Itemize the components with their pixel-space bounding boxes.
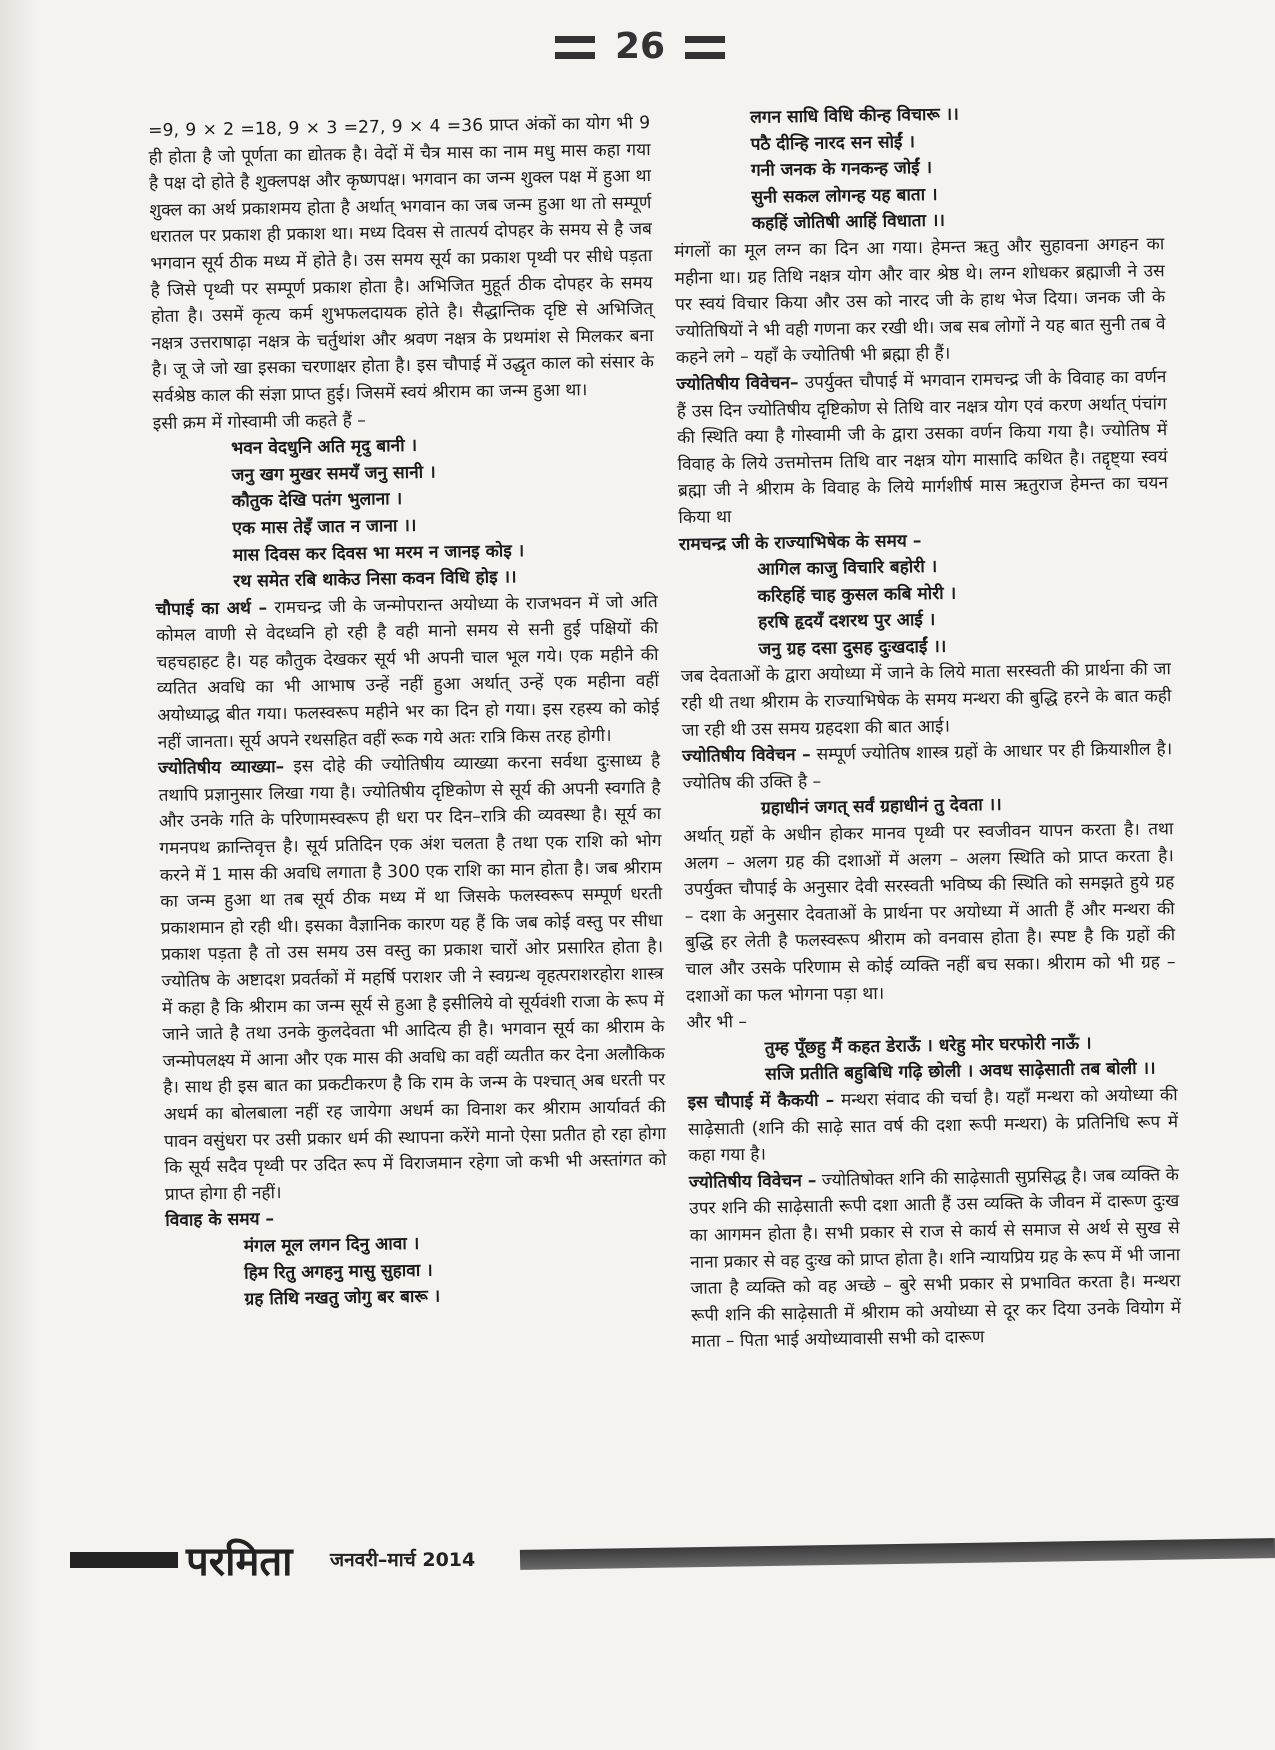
- paragraph-text: मंगलों का मूल लग्न का दिन आ गया। हेमन्त ऋतु और सुहावना अगहन का महीना था। ग्रह तिथि नक्षत्र योग और वार श्रेष्ठ थे। लग्न शोधकर ब्रह्माजी ने उस पर स्वयं विचार किया और उस को नारद जी के हाथ भेज दिया। जनक जी के ज्योतिषियों ने भी वही गणना कर रखी थी। जब सब लोगों ने यह बात सुनी तब वे कहने लगे – यहाँ के ज्योतिषी भी ब्रह्मा ही हैं।: [674, 234, 1166, 369]
- paragraph: [148, 110, 655, 410]
- header-ornament-right: [685, 36, 725, 43]
- paragraph: [158, 748, 667, 1208]
- paragraph-text: और भी –: [686, 1012, 748, 1034]
- paragraph: [676, 364, 1168, 531]
- verse-line: कहहिं जोतिषी आहिं विधाता ।।: [751, 211, 946, 235]
- section-heading: विवाह के समय –: [165, 1209, 275, 1232]
- verse-line: ग्रहाधीनं जगत् सर्वं ग्रहाधीनं तु देवता ।।: [760, 795, 1002, 820]
- paragraph-label: इस चौपाई में कैकयी –: [687, 1090, 835, 1113]
- verse-line: मास दिवस कर दिवस भा मरम न जानइ कोइ ।: [232, 540, 525, 566]
- paragraph-label: ज्योतिषीय व्याख्या–: [158, 757, 285, 780]
- paragraph-text: मन्थरा संवाद की चर्चा है। यहाँ मन्थरा को अयोध्या की साढ़ेसाती (शनि की साढ़े सात वर्ष की दशा रूपी मन्थरा) के प्रतिनिधि रूप में कहा गया है।: [687, 1085, 1179, 1167]
- verse-line: मंगल मूल लगन दिनु आवा ।: [243, 1233, 420, 1257]
- paragraph-text: इसी क्रम में गोस्वामी जी कहते हैं –: [152, 410, 367, 434]
- page-binding-shadow: [0, 0, 38, 1750]
- verse-line: हरषि हृदयँ दशरथ पुर आई ।: [757, 610, 936, 633]
- paragraph: [682, 736, 1173, 797]
- verse-line: जनु खग मुखर समयँ जनु सानी ।: [231, 462, 436, 486]
- paragraph-text: रामचन्द्र जी के जन्मोपरान्त अयोध्या के राजभवन में जो अति कोमल वाणी से वेदध्वनि हो रही है वही मानो समय से सनी हुई पक्षियों की चहचहाहट है। यह कौतुक देखकर सूर्य भी अपनी चाल भूल गये। एक महीने की व्यतित अवधि का भी आभाष उन्हें नहीं हुआ अर्थात् उन्हें एक महीना वहीं अयोध्याद्ध बीत गया। फलस्वरूप महीने भर का दिन हो गया। इस रहस्य को कोई नहीं जानता। सूर्य अपने रथसहित वहीं रूक गये अतः रात्रि किस तरह होगी।: [155, 591, 660, 753]
- paragraph: [687, 1082, 1178, 1169]
- verse-line: कौतुक देखि पतंग भुलाना ।: [231, 489, 403, 513]
- paragraph-label: ज्योतिषीय विवेचन–: [676, 372, 799, 395]
- footer-bar-left: [70, 1552, 178, 1568]
- verse-line: लगन साधि विधि कीन्ह विचारू ।।: [750, 104, 959, 128]
- verse-line: करिहहिं चाह कुसल कबि मोरी ।: [757, 583, 957, 607]
- header-ornament-left: [555, 36, 595, 43]
- paragraph-label: ज्योतिषीय विवेचन –: [688, 1170, 817, 1193]
- header-ornament-right: [685, 52, 725, 59]
- verse-line: हिम रितु अगहनु मासु सुहावा ।: [243, 1260, 433, 1284]
- paragraph-label: चौपाई का अर्थ –: [155, 597, 268, 620]
- paragraph-text: ज्योतिषोक्त शनि की साढ़ेसाती सुप्रसिद्ध है। जब व्यक्ति के उपर शनि की साढ़ेसाती रूपी दशा आती हैं उस व्यक्ति के जीवन में दारूण दुःख का आगमन होता है। सभी प्रकार से राज से कार्य से समाज से अर्थ से सुख से नाना प्रकार से वह दुःख को प्राप्त होता है। शनि न्यायप्रिय ग्रह के रूप में भी जाना जाता है व्यक्ति को वह अच्छे – बुरे सभी प्रकार से प्रभावित करता है। मन्थरा रूपी शनि की साढ़ेसाती में श्रीराम को अयोध्या से दूर कर दिया उनके वियोग में माता – पिता भाई अयोध्यावासी सभी को दारूण: [689, 1164, 1182, 1353]
- paragraph: [674, 231, 1166, 372]
- issue-date: जनवरी–मार्च 2014: [330, 1549, 476, 1571]
- paragraph: [683, 816, 1176, 1010]
- paragraph-text: सम्पूर्ण ज्योतिष शास्त्र ग्रहों के आधार पर ही क्रियाशील है। ज्योतिष की उक्ति है –: [682, 739, 1173, 794]
- verse-line: एक मास तेइँ जात न जाना ।।: [232, 515, 417, 539]
- verse-line: जनु ग्रह दसा दुसह दुःखदाईं ।।: [758, 636, 947, 660]
- page-footer: [0, 1530, 1275, 1585]
- paragraph-label: ज्योतिषीय विवेचन –: [682, 745, 811, 768]
- verse-line: आगिल काजु विचारि बहोरी ।: [757, 556, 938, 580]
- right-column: [672, 98, 1182, 1355]
- paragraph-text: उपर्युक्त चौपाई में भगवान रामचन्द्र जी के विवाह का वर्णन हैं उस दिन ज्योतिषीय दृष्टिकोण से तिथि वार नक्षत्र योग एवं करण अर्थात् पंचांग की स्थिति क्या है गोस्वामी जी के द्वारा उसका वर्णन किया गया है। ज्योतिष में विवाह के लिये उत्तमोत्तम तिथि वार नक्षत्र योग मासादि कथित है। तद्दृष्ट्या स्वयं ब्रह्मा जी ने श्रीराम के विवाह के लिये मार्गशीर्ष मास ऋतुराज हेमन्त का चयन किया था: [676, 367, 1169, 528]
- verse-line: ग्रह तिथि नखतु जोगु बर बारू ।: [244, 1286, 441, 1310]
- paragraph-text: अर्थात् ग्रहों के अधीन होकर मानव पृथ्वी पर स्वजीवन यापन करता है। तथा अलग – अलग ग्रह की दशाओं में अलग – अलग स्थिति को प्राप्त करता है। उपर्युक्त चौपाई के अनुसार देवी सरस्वती भविष्य की स्थिति को समझते हुये ग्रह – दशा के अनुसार देवताओं के प्रार्थना पर अयोध्या में आती हैं और मन्थरा की बुद्धि हर लेती है फलस्वरूप श्रीराम को वनवास होता है। स्पष्ट है कि ग्रहों की चाल और उसके परिणाम से कोई व्यक्ति नहीं बच सका। श्रीराम को भी ग्रह – दशाओं का फल भोगना पड़ा था।: [683, 819, 1176, 1007]
- verse-line: तुम्ह पूँछहु मैं कहत डेराऊँ । धरेहु मोर घरफोरी नाऊँ ।: [764, 1033, 1092, 1059]
- paragraph: [689, 1162, 1182, 1356]
- page-header: [0, 18, 1275, 88]
- paragraph-text: जब देवताओं के द्वारा अयोध्या में जाने के लिये माता सरस्वती की प्रार्थना की जा रही थी तथा श्रीराम के राज्याभिषेक के समय मन्थरा की बुद्धि हरने के बात कही जा रही थी उस समय ग्रहदशा की बात आई।: [680, 659, 1172, 741]
- verse-line: भवन वेदधुनि अति मृदु बानी ।: [231, 435, 418, 459]
- verse-line: पठै दीन्हि नारद सन सोईं ।: [750, 131, 916, 155]
- verse-line: सजि प्रतीति बहुबिधि गढ़ि छोली । अवध साढ़ेसाती तब बोली ।।: [765, 1058, 1156, 1086]
- section-heading: रामचन्द्र जी के राज्याभिषेक के समय –: [678, 530, 922, 555]
- page-number: 26: [614, 26, 666, 67]
- magazine-name: परमिता: [186, 1538, 293, 1585]
- paragraph-text: =9, 9 × 2 =18, 9 × 3 =27, 9 × 4 =36 प्राप्त अंकों का योग भी 9 ही होता है जो पूर्णता का द्योतक है। वेदों में चैत्र मास का नाम मधु मास कहा गया है पक्ष दो होते है शुक्लपक्ष और कृष्णपक्ष। भगवान का जन्म शुक्ल पक्ष में हुआ था शुक्ल का अर्थ प्रकाशमय होता है अर्थात् भगवान का जब जन्म हुआ था तो सम्पूर्ण धरातल पर प्रकाश ही प्रकाश था। मध्य दिवस से तात्पर्य दोपहर के समय से है जब भगवान सूर्य ठीक मध्य में होते है। उस समय सूर्य का प्रकाश पृथ्वी पर सीधे पड़ता है जिसे पृथ्वी पर सम्पूर्ण प्रकाश होता है। अभिजित मुहूर्त ठीक दोपहर के समय होता है। उसमें कृत्य कर्म शुभफलदायक होते है। सैद्धान्तिक दृष्टि से अभिजित् नक्षत्र उत्तराषाढ़ा नक्षत्र के चर्तुथांश और श्रवण नक्षत्र के प्रथमांश से मिलकर बना है। जू जे जो खा इसका चरणाक्षर होता है। इस चौपाई में उद्धृत काल को संसार के सर्वश्रेष्ठ काल की संज्ञा प्राप्त हुई। जिसमें स्वयं श्रीराम का जन्म हुआ था।: [148, 113, 655, 407]
- header-ornament-left: [555, 52, 595, 59]
- verse-line: सुनी सकल लोगन्ह यह बाता ।: [751, 184, 938, 208]
- footer-bar-right: [520, 1538, 1275, 1570]
- paragraph: [156, 589, 660, 756]
- verse-line: गनी जनक के गनकन्ह जोईं ।: [750, 158, 933, 181]
- verse-line: रथ समेत रबि थाकेउ निसा कवन विधि होइ ।।: [233, 567, 517, 592]
- left-column: [148, 110, 669, 1314]
- paragraph: [681, 657, 1172, 744]
- paragraph-text: इस दोहे की ज्योतिषीय व्याख्या करना सर्वथा दुःसाध्य है तथापि प्रज्ञानुसार लिखा गया है। ज्योतिषीय दृष्टिकोण से सूर्य की अपनी स्वगति है और उनके गति के परिणामस्वरूप ही धरा पर दिन–रात्रि की व्यवस्था है। सूर्य का गमनपथ क्रान्तिवृत्त है। सूर्य प्रतिदिन एक अंश चलता है तथा एक राशि को भोग करने में 1 मास की अवधि लगाता है 300 एक राशि का मान होता है। जब श्रीराम का जन्म हुआ था तब सूर्य ठीक मध्य में था जिसके फलस्वरूप सम्पूर्ण धरती प्रकाशमान हो रही थी। इसका वैज्ञानिक कारण यह हैं कि जब कोई वस्तु पर सीधा प्रकाश पड़ता है तो उस समय उस वस्तु का प्रकाश चारों ओर प्रसारित होता है। ज्योतिष के अष्टादश प्रवर्तकों में महर्षि पराशर जी ने स्वग्रन्थ वृहत्पराशरहोरा शास्त्र में कहा है कि श्रीराम का जन्म सूर्य से हुआ है इसीलिये वो सूर्यवंशी राजा के रूप में जाने जाते है तथा उनके कुलदेवता भी आदित्य ही है। भगवान सूर्य का श्रीराम के जन्मोपलक्ष्य में आना और एक मास की अवधि का वहीं व्यतीत कर देना अलौकिक है। साथ ही इस बात का प्रकटीकरण है कि राम के जन्म के पश्चात् अब धरती पर अधर्म का बोलबाला नहीं रह जायेगा अधर्म का विनाश कर श्रीराम आर्यावर्त की पावन वसुंधरा पर उसी प्रकार धर्म की स्थापना करेंगे मानो ऐसा प्रतीत हो रहा होगा कि सूर्य सदैव पृथ्वी पर उदित रूप में विराजमान रहेगा जो कभी भी अस्तांगत को प्राप्त होगा ही नहीं।: [158, 751, 667, 1205]
